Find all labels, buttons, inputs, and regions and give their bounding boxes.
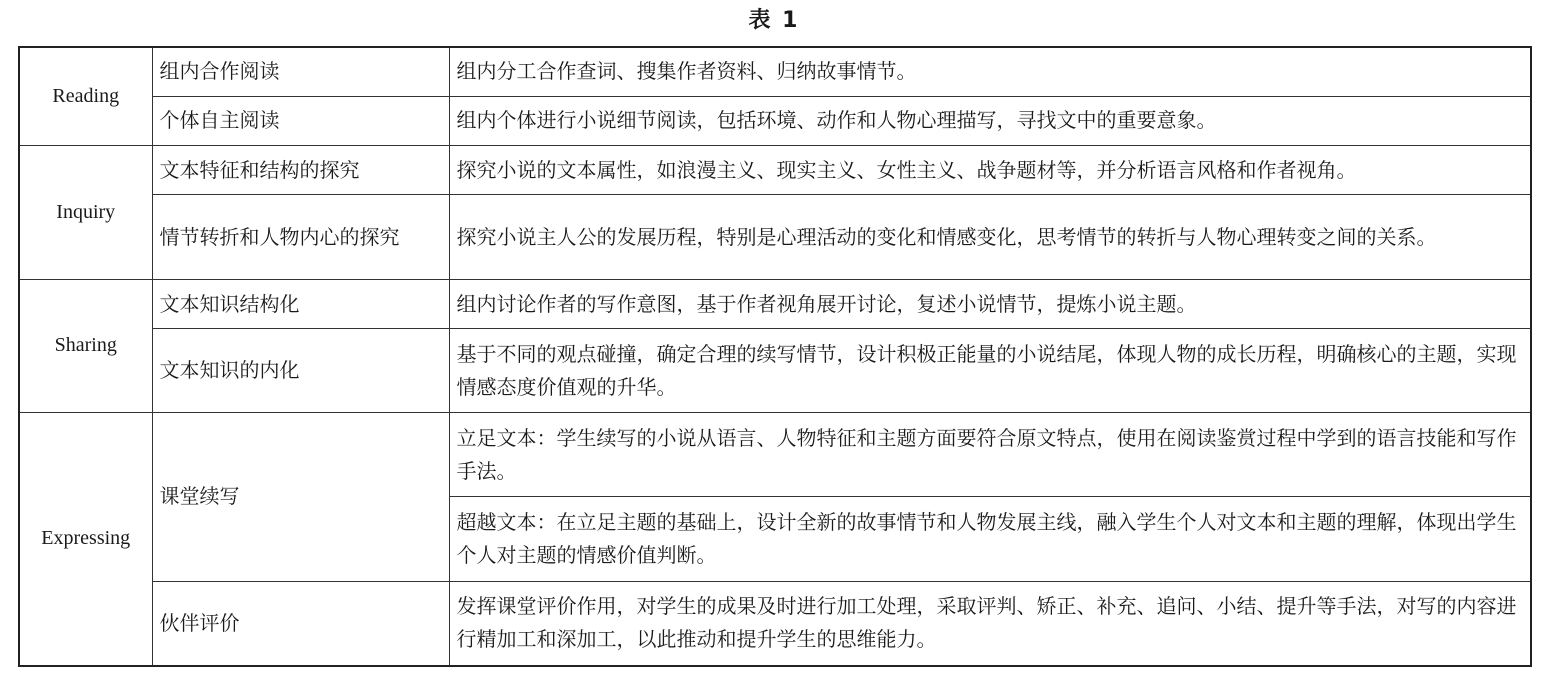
table-row (19, 96, 1531, 145)
table-row (19, 146, 1531, 195)
detail-cell: 组内个体进行小说细节阅读，包括环境、动作和人物心理描写，寻找文中的重要意象。 (449, 96, 1531, 145)
activity-cell: 文本知识的内化 (152, 329, 449, 413)
activity-cell: 伙伴评价 (152, 581, 449, 666)
activity-cell: 情节转折和人物内心的探究 (152, 195, 449, 280)
phase-cell-inquiry: Inquiry (19, 146, 152, 280)
phase-cell-reading: Reading (19, 47, 152, 146)
activity-cell: 文本特征和结构的探究 (152, 146, 449, 195)
activity-cell: 文本知识结构化 (152, 279, 449, 328)
detail-cell: 发挥课堂评价作用，对学生的成果及时进行加工处理，采取评判、矫正、补充、追问、小结、提升等手法，对写的内容进行精加工和深加工，以此推动和提升学生的思维能力。 (449, 581, 1531, 666)
table-row (19, 195, 1531, 280)
detail-cell: 组内分工合作查词、搜集作者资料、归纳故事情节。 (449, 47, 1531, 96)
detail-cell: 探究小说主人公的发展历程，特别是心理活动的变化和情感变化，思考情节的转折与人物心理转变之间的关系。 (449, 195, 1531, 280)
table-row (19, 412, 1531, 497)
detail-cell: 探究小说的文本属性，如浪漫主义、现实主义、女性主义、战争题材等，并分析语言风格和作者视角。 (449, 146, 1531, 195)
activity-cell: 个体自主阅读 (152, 96, 449, 145)
phase-cell-sharing: Sharing (19, 279, 152, 412)
phase-cell-expressing: Expressing (19, 412, 152, 666)
detail-cell: 基于不同的观点碰撞，确定合理的续写情节，设计积极正能量的小说结尾，体现人物的成长历程，明确核心的主题，实现情感态度价值观的升华。 (449, 329, 1531, 413)
table-caption: 表 1 (748, 8, 800, 33)
detail-cell: 立足文本：学生续写的小说从语言、人物特征和主题方面要符合原文特点，使用在阅读鉴赏过程中学到的语言技能和写作手法。 (449, 412, 1531, 497)
table-row (19, 47, 1531, 96)
activity-cell: 课堂续写 (152, 412, 449, 581)
table-row (19, 279, 1531, 328)
table-row (19, 581, 1531, 666)
activity-table (18, 46, 1532, 667)
detail-cell: 超越文本：在立足主题的基础上，设计全新的故事情节和人物发展主线，融入学生个人对文本和主题的理解，体现出学生个人对主题的情感价值判断。 (449, 497, 1531, 582)
detail-cell: 组内讨论作者的写作意图，基于作者视角展开讨论，复述小说情节，提炼小说主题。 (449, 279, 1531, 328)
table-row (19, 329, 1531, 413)
activity-cell: 组内合作阅读 (152, 47, 449, 96)
